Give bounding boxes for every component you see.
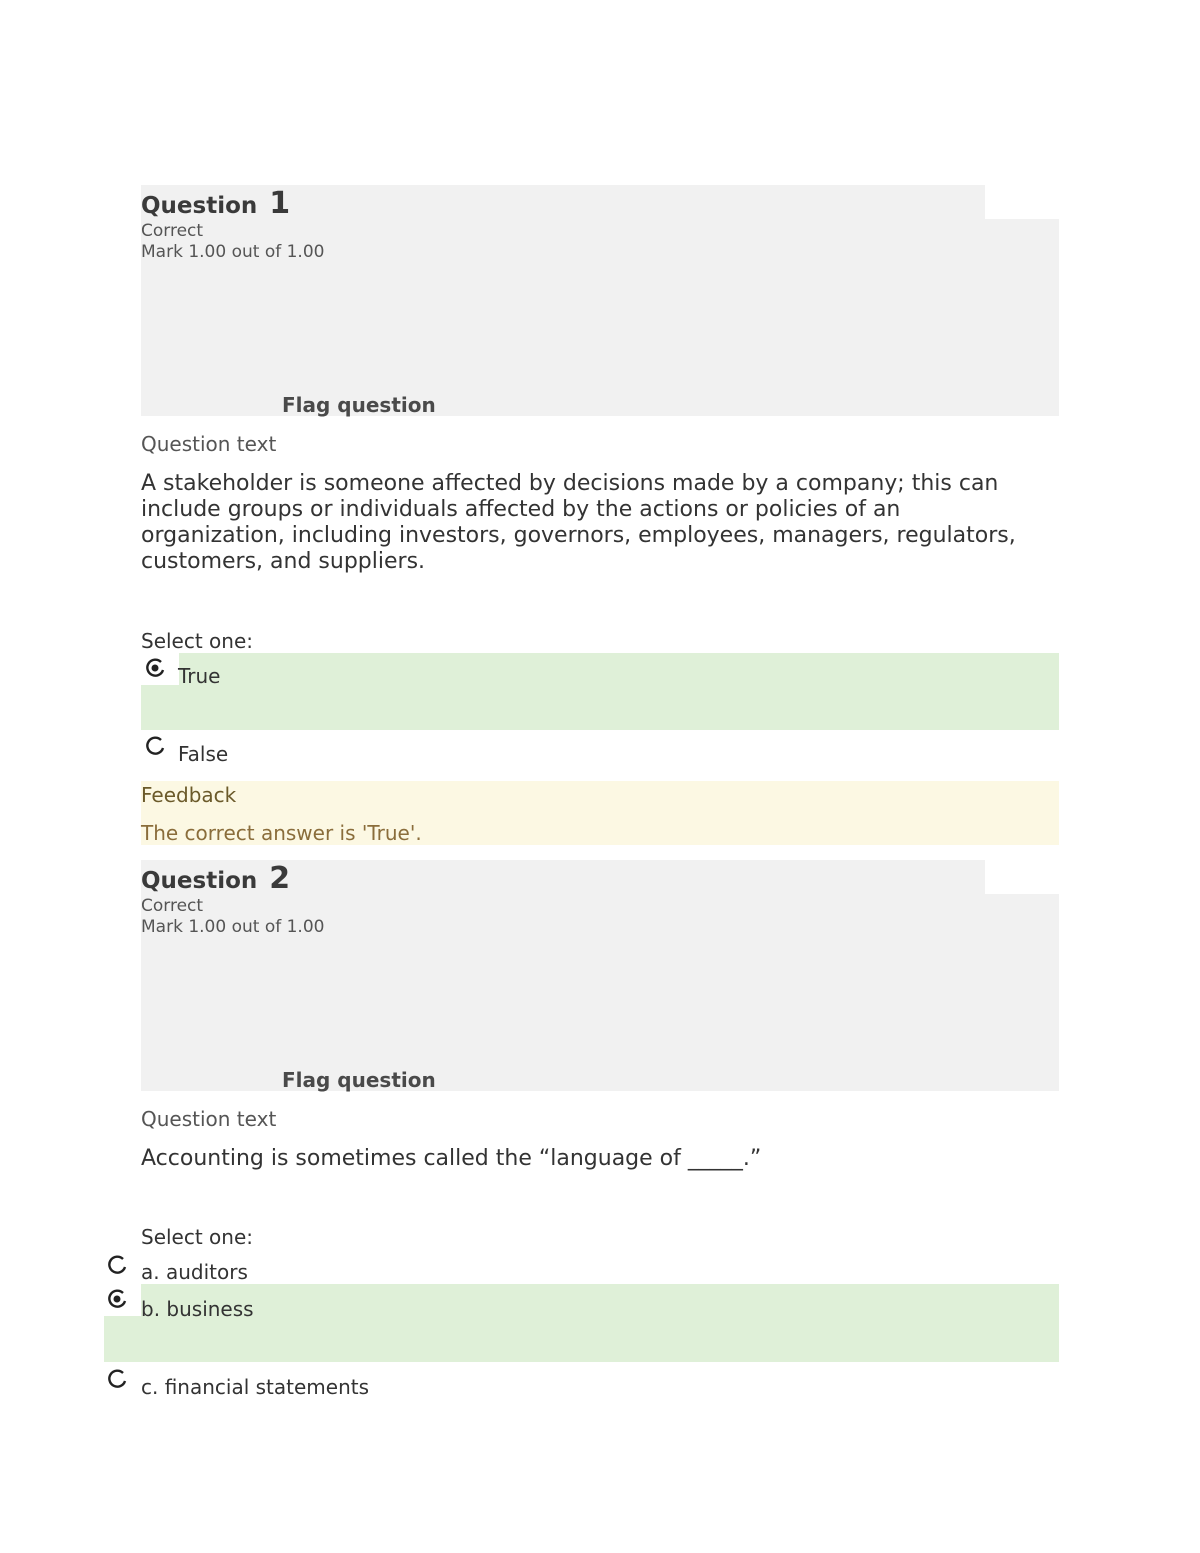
answer-label-true[interactable]: True	[178, 664, 221, 688]
radio-unselected-icon	[106, 1254, 128, 1276]
radio-selected-icon	[106, 1288, 128, 1310]
select-one-label: Select one:	[141, 629, 254, 653]
radio-option-b[interactable]	[106, 1288, 128, 1310]
question-mark: Mark 1.00 out of 1.00	[141, 917, 325, 937]
feedback-label: Feedback	[141, 783, 237, 807]
answer-label-b[interactable]: b. business	[141, 1297, 254, 1321]
radio-option-c[interactable]	[106, 1368, 128, 1390]
question-heading	[141, 861, 290, 896]
radio-selected-icon	[144, 657, 166, 679]
radio-option-a[interactable]	[106, 1254, 128, 1276]
select-one-label: Select one:	[141, 1225, 254, 1249]
question-text: Accounting is sometimes called the “language of _____.”	[141, 1146, 762, 1171]
question-heading-label: Question	[141, 193, 258, 219]
feedback-text: The correct answer is 'True'.	[141, 821, 422, 845]
question-text-label: Question text	[141, 432, 277, 456]
radio-true[interactable]	[144, 657, 166, 679]
radio-unselected-icon	[106, 1368, 128, 1390]
question-text: A stakeholder is someone affected by decisions made by a company; this can include groups or individuals affected by the actions or policies of an organization, including investors, governors, employees, managers, regulators, customers, and suppliers.	[141, 471, 1016, 574]
question-heading-label: Question	[141, 868, 258, 894]
answer-label-c[interactable]: c. financial statements	[141, 1375, 370, 1399]
answer-option-b	[104, 1284, 1059, 1362]
radio-unselected-icon	[144, 735, 166, 757]
flag-question-button[interactable]: Flag question	[282, 393, 436, 417]
radio-false[interactable]	[144, 735, 166, 757]
answer-label-a[interactable]: a. auditors	[141, 1260, 248, 1284]
question-state: Correct	[141, 896, 204, 916]
question-text-label: Question text	[141, 1107, 277, 1131]
question-number: 2	[269, 861, 291, 896]
question-heading	[141, 186, 290, 221]
answer-option-true	[141, 653, 1059, 730]
flag-question-button[interactable]: Flag question	[282, 1068, 436, 1092]
question-number: 1	[269, 186, 291, 221]
question-state: Correct	[141, 221, 204, 241]
answer-label-false[interactable]: False	[178, 742, 229, 766]
question-mark: Mark 1.00 out of 1.00	[141, 242, 325, 262]
